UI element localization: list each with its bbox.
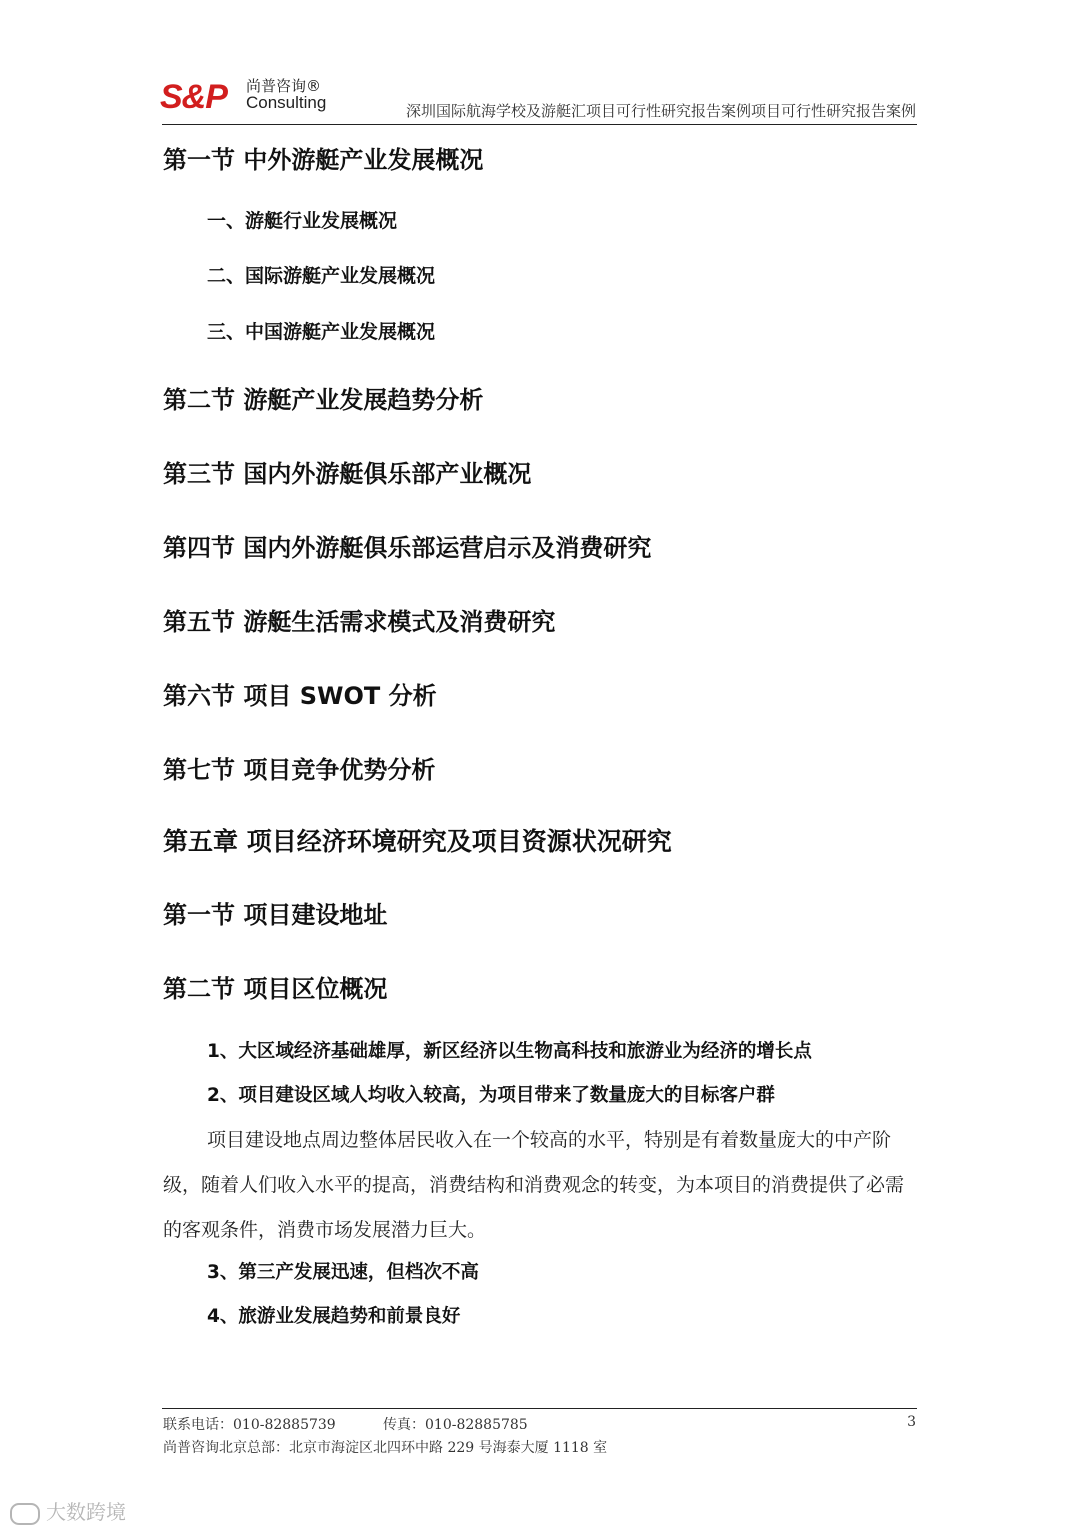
- list-item: 1、大区域经济基础雄厚，新区经济以生物高科技和旅游业为经济的增长点: [207, 1041, 812, 1062]
- section-heading: 第一节 中外游艇产业发展概况: [163, 146, 484, 174]
- list-item: 4、旅游业发展趋势和前景良好: [207, 1306, 461, 1327]
- logo-chinese-name: 尚普咨询®: [246, 77, 322, 95]
- subsection-heading: 一、游艇行业发展概况: [207, 210, 398, 232]
- chapter-heading: 第五章 项目经济环境研究及项目资源状况研究: [163, 827, 672, 856]
- section-heading: 第三节 国内外游艇俱乐部产业概况: [163, 460, 532, 488]
- section-heading: 第二节 项目区位概况: [163, 975, 388, 1003]
- section-heading: 第五节 游艇生活需求模式及消费研究: [163, 608, 556, 636]
- subsection-heading: 二、国际游艇产业发展概况: [207, 265, 436, 287]
- list-item: 3、第三产发展迅速，但档次不高: [207, 1262, 479, 1283]
- header-report-title: 深圳国际航海学校及游艇汇项目可行性研究报告案例项目可行性研究报告案例: [405, 102, 916, 120]
- footer-fax: 传真：010-82885785: [383, 1417, 528, 1433]
- body-paragraph: 项目建设地点周边整体居民收入在一个较高的水平，特别是有着数量庞大的中产阶级，随着人们收入水平的提高，消费结构和消费观念的转变，为本项目的消费提供了必需的客观条件，消费市场发展潜力巨大。: [163, 1129, 905, 1241]
- list-item: 2、项目建设区域人均收入较高，为项目带来了数量庞大的目标客户群: [207, 1085, 775, 1106]
- footer-address: 尚普咨询北京总部：北京市海淀区北四环中路 229 号海泰大厦 1118 室: [163, 1440, 608, 1456]
- watermark-logo-icon: [10, 1503, 40, 1525]
- watermark: [10, 1496, 126, 1525]
- section-heading: 第一节 项目建设地址: [163, 901, 388, 929]
- logo-sp-mark: S&P: [160, 78, 227, 116]
- section-heading: 第二节 游艇产业发展趋势分析: [163, 386, 484, 414]
- logo-english-name: Consulting: [246, 93, 327, 112]
- page-number: 3: [907, 1414, 916, 1430]
- footer-divider: [162, 1408, 917, 1409]
- section-heading: 第六节 项目 SWOT 分析: [163, 682, 437, 710]
- footer-phone: 联系电话：010-82885739: [163, 1417, 336, 1433]
- section-heading: 第四节 国内外游艇俱乐部运营启示及消费研究: [163, 534, 652, 562]
- subsection-heading: 三、中国游艇产业发展概况: [207, 321, 436, 343]
- watermark-text: 大数跨境: [46, 1500, 126, 1524]
- section-heading: 第七节 项目竞争优势分析: [163, 756, 436, 784]
